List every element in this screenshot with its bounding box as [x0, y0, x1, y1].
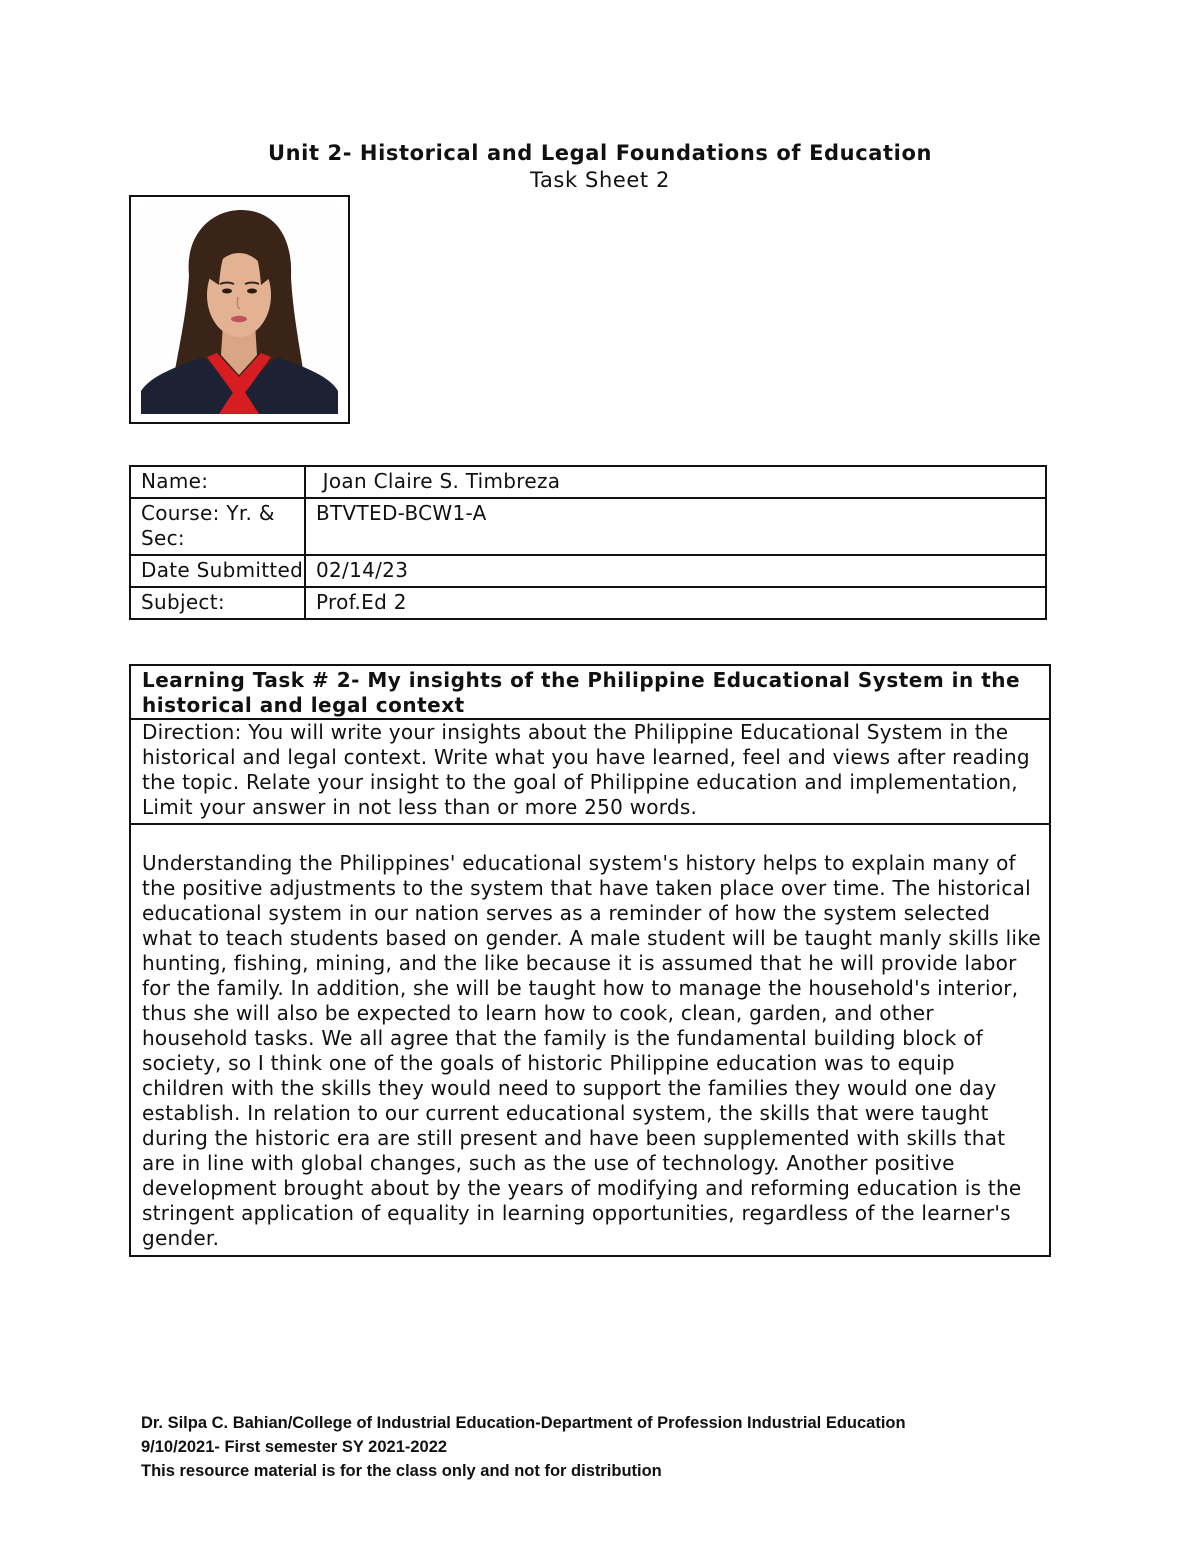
footer-date: 9/10/2021- First semester SY 2021-2022: [141, 1438, 448, 1456]
info-row-name: [130, 466, 1046, 498]
footer-author: Dr. Silpa C. Bahian/College of Industrial Education-Department of Profession Industrial Education: [141, 1414, 906, 1432]
learning-task-table: [129, 664, 1051, 1257]
subject-label: Subject:: [130, 587, 305, 619]
info-row-subject: [130, 587, 1046, 619]
course-label: Course: Yr. & Sec:: [130, 498, 305, 555]
name-label: Name:: [130, 466, 305, 498]
student-info-table: [129, 465, 1047, 620]
document-subtitle: Task Sheet 2: [530, 168, 670, 192]
student-portrait-image: [141, 205, 338, 414]
task-heading: Learning Task # 2- My insights of the Philippine Educational System in the historical and legal context: [130, 665, 1050, 719]
footer-notice: This resource material is for the class only and not for distribution: [141, 1462, 662, 1480]
document-title: Unit 2- Historical and Legal Foundations of Education: [267, 141, 933, 165]
date-value: 02/14/23: [305, 555, 1046, 587]
student-photo-frame: [129, 195, 350, 424]
task-direction: Direction: You will write your insights about the Philippine Educational System in the historical and legal context. Write what you have learned, feel and views after reading the topic. Relate your insight to the goal of Philippine education and implementation, Limit your answer in not less than or more 250 words.: [130, 719, 1050, 824]
info-row-course: [130, 498, 1046, 555]
student-photo: [141, 205, 338, 414]
date-label: Date Submitted: [130, 555, 305, 587]
info-row-date: [130, 555, 1046, 587]
name-value: Joan Claire S. Timbreza: [305, 466, 1046, 498]
course-value: BTVTED-BCW1-A: [305, 498, 1046, 555]
task-answer: Understanding the Philippines' educational system's history helps to explain many of the positive adjustments to the system that have taken place over time. The historical educational system in our nation serves as a reminder of how the system selected what to teach students based on gender. A male student will be taught manly skills like hunting, fishing, mining, and the like because it is assumed that he will provide labor for the family. In addition, she will be taught how to manage the household's interior, thus she will also be expected to learn how to cook, clean, garden, and other household tasks. We all agree that the family is the fundamental building block of society, so I think one of the goals of historic Philippine education was to equip children with the skills they would need to support the families they would one day establish. In relation to our current educational system, the skills that were taught during the historic era are still present and have been supplemented with skills that are in line with global changes, such as the use of technology. Another positive development brought about by the years of modifying and reforming education is the stringent application of equality in learning opportunities, regardless of the learner's gender.: [130, 824, 1050, 1256]
subject-value: Prof.Ed 2: [305, 587, 1046, 619]
